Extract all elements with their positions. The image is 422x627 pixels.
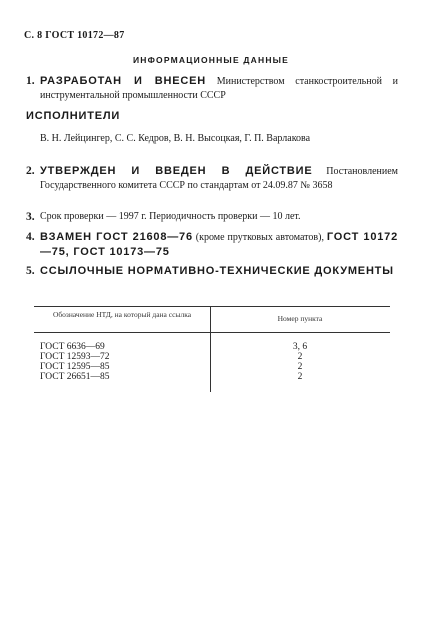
item-2 [26, 164, 398, 193]
item-2-heading: УТВЕРЖДЕН И ВВЕДЕН В ДЕЙСТВИЕ [40, 165, 313, 177]
item-1-number: 1. [26, 75, 35, 87]
item-2-number: 2. [26, 165, 35, 177]
item-1 [26, 74, 398, 103]
item-4 [26, 230, 398, 260]
item-5-heading: ССЫЛОЧНЫЕ НОРМАТИВНО-ТЕХНИЧЕСКИЕ ДОКУМЕНТЫ [40, 265, 394, 277]
item-5-number: 5. [26, 265, 35, 277]
item-3-number: 3. [26, 211, 35, 223]
item-1-text: Министерством станкостроительной и инструментальной промышленности СССР [40, 76, 398, 101]
section-title: ИНФОРМАЦИОННЫЕ ДАННЫЕ [132, 55, 290, 65]
table-row [34, 352, 390, 362]
table-row [34, 342, 390, 352]
item-4-text: (кроме прутковых автоматов), [192, 232, 327, 243]
executors-heading: ИСПОЛНИТЕЛИ [26, 110, 121, 122]
executors-names: В. Н. Лейцингер, С. С. Кедров, В. Н. Высоцкая, Г. П. Варлакова [40, 133, 311, 144]
item-5 [26, 264, 398, 279]
table-cell-item: 2 [297, 352, 303, 362]
item-2-text: Постановлением Государственного комитета СССР по стандартам от 24.09.87 № 3658 [40, 166, 398, 191]
table-cell-doc: ГОСТ 6636—69 [40, 342, 105, 352]
table-cell-item: 2 [297, 372, 303, 382]
running-head: С. 8 ГОСТ 10172—87 [24, 30, 125, 41]
table-cell-item: 2 [297, 362, 303, 372]
table-header-item: Номер пункта [277, 314, 323, 323]
table-cell-doc: ГОСТ 26651—85 [40, 372, 110, 382]
item-3 [26, 210, 398, 224]
table-cell-doc: ГОСТ 12593—72 [40, 352, 110, 362]
item-4-number: 4. [26, 231, 35, 243]
table-header-doc: Обозначение НТД, на который дана ссылка [52, 310, 192, 319]
item-3-text: Срок проверки — 1997 г. Периодичность проверки — 10 лет. [40, 211, 301, 222]
table-cell-item: 3, 6 [292, 342, 308, 352]
item-1-heading: РАЗРАБОТАН И ВНЕСЕН [40, 75, 207, 87]
item-4-heading: ВЗАМЕН ГОСТ 21608—76 [40, 231, 193, 243]
table-row [34, 362, 390, 372]
table-header-rule [34, 332, 390, 333]
table-row [34, 372, 390, 382]
table-top-rule [34, 306, 390, 307]
table-cell-doc: ГОСТ 12595—85 [40, 362, 110, 372]
item-4-replaced-standards: ГОСТ 10172—75, ГОСТ 10173—75 [40, 231, 398, 258]
